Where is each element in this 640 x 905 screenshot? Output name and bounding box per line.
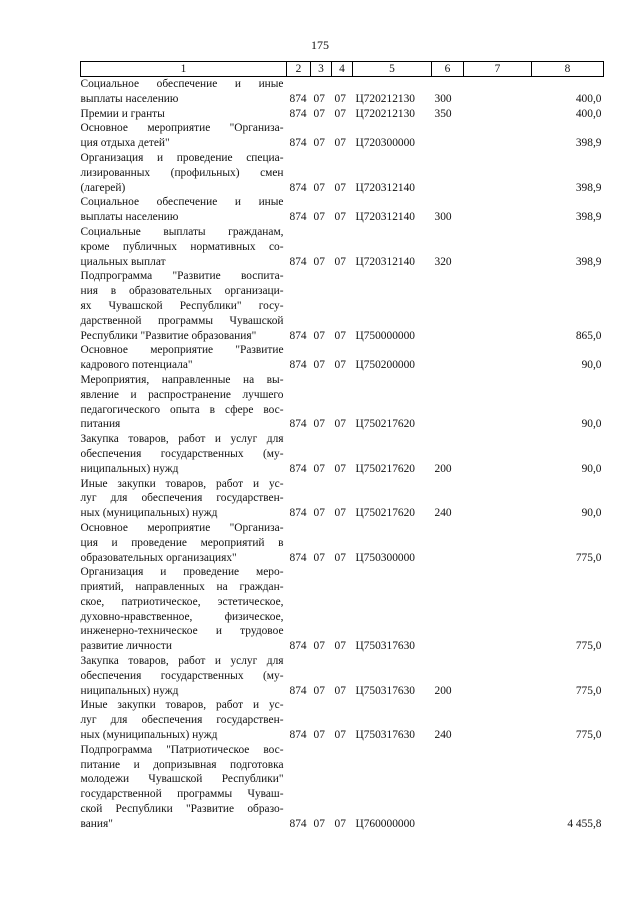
row-subsection-code: 07 bbox=[334, 255, 346, 268]
row-department-code: 874 bbox=[289, 329, 307, 342]
row-col7-cell bbox=[464, 654, 532, 698]
row-name-cell bbox=[81, 373, 287, 432]
row-amount: 398,9 bbox=[575, 137, 602, 150]
row-name-line: дарственной программы Чувашской bbox=[80, 314, 284, 327]
table-body bbox=[81, 77, 604, 832]
row-amount: 775,0 bbox=[575, 551, 602, 564]
row-expense-type-code: 300 bbox=[434, 92, 452, 105]
header-cell-name: 1 bbox=[81, 62, 287, 77]
row-target-article-code: Ц750200000 bbox=[355, 359, 415, 372]
row-section-code: 07 bbox=[313, 255, 325, 268]
row-name-cell bbox=[81, 269, 287, 343]
row-name-line: явление и распространение лучшего bbox=[80, 388, 284, 401]
row-name-cell bbox=[81, 698, 287, 742]
row-department-code: 874 bbox=[289, 181, 307, 194]
table-header-row bbox=[81, 62, 604, 77]
header-cell-department: 2 bbox=[287, 62, 311, 77]
row-amount: 90,0 bbox=[581, 418, 602, 431]
row-target-article-code: Ц750300000 bbox=[355, 551, 415, 564]
row-name-line: ция и проведение мероприятий в bbox=[80, 536, 284, 549]
budget-table bbox=[80, 61, 604, 832]
row-expense-type-code: 350 bbox=[434, 107, 452, 120]
row-target-article-code: Ц750317630 bbox=[355, 729, 415, 742]
row-col7-cell bbox=[464, 77, 532, 107]
row-amount: 90,0 bbox=[581, 507, 602, 520]
row-col7-cell bbox=[464, 343, 532, 373]
row-subsection-code: 07 bbox=[334, 640, 346, 653]
row-col7-cell bbox=[464, 743, 532, 832]
row-department-code: 874 bbox=[289, 507, 307, 520]
table-row bbox=[81, 107, 604, 122]
row-subsection-code: 07 bbox=[334, 462, 346, 475]
row-expense-type-code bbox=[432, 373, 464, 432]
row-section-code: 07 bbox=[313, 507, 325, 520]
row-subsection-code: 07 bbox=[334, 507, 346, 520]
row-name-line: Иные закупки товаров, работ и ус- bbox=[80, 699, 284, 712]
row-col7-cell bbox=[464, 151, 532, 195]
row-department-code: 874 bbox=[289, 462, 307, 475]
row-name-line: Иные закупки товаров, работ и ус- bbox=[80, 477, 284, 490]
row-section-code: 07 bbox=[313, 107, 325, 120]
row-name-cell bbox=[81, 743, 287, 832]
row-amount: 398,9 bbox=[575, 211, 602, 224]
row-name-line: Премии и гранты bbox=[80, 107, 165, 120]
row-target-article-code: Ц720312140 bbox=[355, 255, 415, 268]
row-section-code: 07 bbox=[313, 640, 325, 653]
row-subsection-code: 07 bbox=[334, 107, 346, 120]
row-section-code: 07 bbox=[313, 329, 325, 342]
header-cell-section: 3 bbox=[311, 62, 332, 77]
row-name-line: обеспечения государственных (му- bbox=[80, 669, 284, 682]
row-amount: 400,0 bbox=[575, 92, 602, 105]
row-expense-type-code bbox=[432, 269, 464, 343]
row-name-cell bbox=[81, 225, 287, 269]
row-col7-cell bbox=[464, 269, 532, 343]
row-subsection-code: 07 bbox=[334, 211, 346, 224]
row-section-code: 07 bbox=[313, 137, 325, 150]
row-subsection-code: 07 bbox=[334, 329, 346, 342]
row-section-code: 07 bbox=[313, 462, 325, 475]
row-col7-cell bbox=[464, 107, 532, 122]
budget-table-container bbox=[80, 61, 603, 832]
row-name-cell bbox=[81, 343, 287, 373]
row-col7-cell bbox=[464, 373, 532, 432]
row-target-article-code: Ц750000000 bbox=[355, 329, 415, 342]
row-name-line: выплаты населению bbox=[80, 92, 179, 105]
row-subsection-code: 07 bbox=[334, 418, 346, 431]
table-row bbox=[81, 225, 604, 269]
header-cell-amount: 8 bbox=[532, 62, 604, 77]
row-name-line: ское, патриотическое, эстетическое, bbox=[80, 595, 284, 608]
row-target-article-code: Ц750317630 bbox=[355, 684, 415, 697]
page-number: 175 bbox=[311, 38, 329, 52]
table-row bbox=[81, 565, 604, 654]
row-target-article-code: Ц720212130 bbox=[355, 107, 415, 120]
row-amount: 775,0 bbox=[575, 640, 602, 653]
row-department-code: 874 bbox=[289, 211, 307, 224]
row-name-line: ных (муниципальных) нужд bbox=[80, 507, 218, 520]
row-expense-type-code: 320 bbox=[434, 255, 452, 268]
row-name-line: луг для обеспечения государствен- bbox=[80, 492, 284, 505]
row-target-article-code: Ц720312140 bbox=[355, 181, 415, 194]
row-department-code: 874 bbox=[289, 729, 307, 742]
row-col7-cell bbox=[464, 477, 532, 521]
row-department-code: 874 bbox=[289, 418, 307, 431]
row-name-line: кадрового потенциала" bbox=[80, 359, 193, 372]
row-department-code: 874 bbox=[289, 255, 307, 268]
row-section-code: 07 bbox=[313, 684, 325, 697]
row-name-cell bbox=[81, 654, 287, 698]
table-row bbox=[81, 269, 604, 343]
row-expense-type-code: 200 bbox=[434, 684, 452, 697]
row-section-code: 07 bbox=[313, 418, 325, 431]
row-subsection-code: 07 bbox=[334, 92, 346, 105]
row-expense-type-code: 240 bbox=[434, 507, 452, 520]
row-subsection-code: 07 bbox=[334, 181, 346, 194]
row-target-article-code: Ц760000000 bbox=[355, 817, 415, 830]
row-section-code: 07 bbox=[313, 181, 325, 194]
row-name-line: ях Чувашской Республики" госу- bbox=[80, 299, 284, 312]
row-name-cell bbox=[81, 521, 287, 565]
row-name-line: ния в образовательных организаци- bbox=[80, 285, 284, 298]
row-target-article-code: Ц720312140 bbox=[355, 211, 415, 224]
row-department-code: 874 bbox=[289, 684, 307, 697]
row-section-code: 07 bbox=[313, 817, 325, 830]
row-department-code: 874 bbox=[289, 359, 307, 372]
row-target-article-code: Ц720300000 bbox=[355, 137, 415, 150]
row-name-line: вания" bbox=[80, 817, 113, 830]
row-name-line: выплаты населению bbox=[80, 211, 179, 224]
row-name-line: Закупка товаров, работ и услуг для bbox=[80, 433, 284, 446]
row-section-code: 07 bbox=[313, 359, 325, 372]
table-row bbox=[81, 195, 604, 225]
row-col7-cell bbox=[464, 225, 532, 269]
table-row bbox=[81, 121, 604, 151]
row-subsection-code: 07 bbox=[334, 137, 346, 150]
table-row bbox=[81, 521, 604, 565]
row-name-line: развитие личности bbox=[80, 640, 172, 653]
row-section-code: 07 bbox=[313, 729, 325, 742]
row-amount: 400,0 bbox=[575, 107, 602, 120]
row-name-line: Основное мероприятие "Развитие bbox=[80, 344, 284, 357]
row-amount: 865,0 bbox=[575, 329, 602, 342]
row-name-cell bbox=[81, 107, 287, 122]
row-name-cell bbox=[81, 432, 287, 476]
row-name-line: Республики "Развитие образования" bbox=[80, 329, 257, 342]
row-section-code: 07 bbox=[313, 92, 325, 105]
row-name-line: ской Республики "Развитие образо- bbox=[80, 803, 284, 816]
row-name-cell bbox=[81, 565, 287, 654]
row-expense-type-code bbox=[432, 743, 464, 832]
row-name-line: Социальное обеспечение и иные bbox=[80, 196, 284, 209]
row-name-line: питания bbox=[80, 418, 121, 431]
table-row bbox=[81, 373, 604, 432]
row-target-article-code: Ц750217620 bbox=[355, 462, 415, 475]
row-department-code: 874 bbox=[289, 92, 307, 105]
row-name-line: молодежи Чувашской Республики" bbox=[80, 773, 284, 786]
row-name-line: государственной программы Чуваш- bbox=[80, 788, 284, 801]
row-name-cell bbox=[81, 477, 287, 521]
row-name-line: Подпрограмма "Патриотическое вос- bbox=[80, 743, 284, 756]
row-name-line: ция отдыха детей" bbox=[80, 137, 170, 150]
row-name-line: ниципальных) нужд bbox=[80, 462, 179, 475]
row-name-line: обеспечения государственных (му- bbox=[80, 447, 284, 460]
row-name-cell bbox=[81, 195, 287, 225]
row-target-article-code: Ц750217620 bbox=[355, 507, 415, 520]
row-col7-cell bbox=[464, 565, 532, 654]
row-name-line: Социальное обеспечение и иные bbox=[80, 78, 284, 90]
row-amount: 90,0 bbox=[581, 359, 602, 372]
row-name-line: Мероприятия, направленные на вы- bbox=[80, 373, 284, 386]
row-col7-cell bbox=[464, 521, 532, 565]
row-subsection-code: 07 bbox=[334, 551, 346, 564]
row-expense-type-code bbox=[432, 151, 464, 195]
row-amount: 90,0 bbox=[581, 462, 602, 475]
table-row bbox=[81, 343, 604, 373]
row-col7-cell bbox=[464, 432, 532, 476]
row-col7-cell bbox=[464, 698, 532, 742]
header-cell-target-article: 5 bbox=[353, 62, 432, 77]
row-subsection-code: 07 bbox=[334, 359, 346, 372]
table-row bbox=[81, 743, 604, 832]
row-name-line: (лагерей) bbox=[80, 181, 126, 194]
row-name-line: луг для обеспечения государствен- bbox=[80, 714, 284, 727]
header-cell-subsection: 4 bbox=[332, 62, 353, 77]
row-amount: 398,9 bbox=[575, 181, 602, 194]
row-name-line: циальных выплат bbox=[80, 255, 166, 268]
row-name-cell bbox=[81, 121, 287, 151]
row-name-line: духовно-нравственное, физическое, bbox=[80, 610, 284, 623]
row-name-line: питание и допризывная подготовка bbox=[80, 758, 284, 771]
row-target-article-code: Ц750217620 bbox=[355, 418, 415, 431]
row-name-line: кроме публичных нормативных со- bbox=[80, 240, 284, 253]
row-name-line: инженерно-техническое и трудовое bbox=[80, 625, 284, 638]
row-target-article-code: Ц720212130 bbox=[355, 92, 415, 105]
table-row bbox=[81, 698, 604, 742]
row-subsection-code: 07 bbox=[334, 684, 346, 697]
row-name-line: Организация и проведение меро- bbox=[80, 566, 284, 579]
row-section-code: 07 bbox=[313, 211, 325, 224]
row-name-cell bbox=[81, 151, 287, 195]
row-name-line: Организация и проведение специа- bbox=[80, 151, 284, 164]
row-name-line: ниципальных) нужд bbox=[80, 684, 179, 697]
row-col7-cell bbox=[464, 195, 532, 225]
row-name-line: педагогического опыта в сфере вос- bbox=[80, 403, 284, 416]
table-row bbox=[81, 151, 604, 195]
row-name-line: образовательных организациях" bbox=[80, 551, 237, 564]
row-department-code: 874 bbox=[289, 640, 307, 653]
row-name-line: приятий, направленных на граждан- bbox=[80, 581, 284, 594]
row-amount: 775,0 bbox=[575, 684, 602, 697]
row-col7-cell bbox=[464, 121, 532, 151]
row-name-line: Закупка товаров, работ и услуг для bbox=[80, 655, 284, 668]
row-amount: 4 455,8 bbox=[567, 817, 602, 830]
header-cell-col7: 7 bbox=[464, 62, 532, 77]
row-subsection-code: 07 bbox=[334, 729, 346, 742]
row-target-article-code: Ц750317630 bbox=[355, 640, 415, 653]
row-expense-type-code bbox=[432, 565, 464, 654]
table-row bbox=[81, 77, 604, 107]
row-name-line: Подпрограмма "Развитие воспита- bbox=[80, 270, 284, 283]
row-expense-type-code: 240 bbox=[434, 729, 452, 742]
row-expense-type-code bbox=[432, 121, 464, 151]
row-expense-type-code: 300 bbox=[434, 211, 452, 224]
row-subsection-code: 07 bbox=[334, 817, 346, 830]
row-department-code: 874 bbox=[289, 137, 307, 150]
row-name-cell bbox=[81, 77, 287, 107]
table-row bbox=[81, 654, 604, 698]
row-department-code: 874 bbox=[289, 107, 307, 120]
row-name-line: лизированных (профильных) смен bbox=[80, 166, 284, 179]
table-row bbox=[81, 432, 604, 476]
row-name-line: ных (муниципальных) нужд bbox=[80, 729, 218, 742]
row-amount: 398,9 bbox=[575, 255, 602, 268]
row-expense-type-code bbox=[432, 521, 464, 565]
row-name-line: Основное мероприятие "Организа- bbox=[80, 122, 284, 135]
row-name-line: Основное мероприятие "Организа- bbox=[80, 521, 284, 534]
row-expense-type-code: 200 bbox=[434, 462, 452, 475]
header-cell-expense-type: 6 bbox=[432, 62, 464, 77]
row-department-code: 874 bbox=[289, 551, 307, 564]
row-amount: 775,0 bbox=[575, 729, 602, 742]
table-row bbox=[81, 477, 604, 521]
row-department-code: 874 bbox=[289, 817, 307, 830]
row-expense-type-code bbox=[432, 343, 464, 373]
row-name-line: Социальные выплаты гражданам, bbox=[80, 225, 284, 238]
row-section-code: 07 bbox=[313, 551, 325, 564]
